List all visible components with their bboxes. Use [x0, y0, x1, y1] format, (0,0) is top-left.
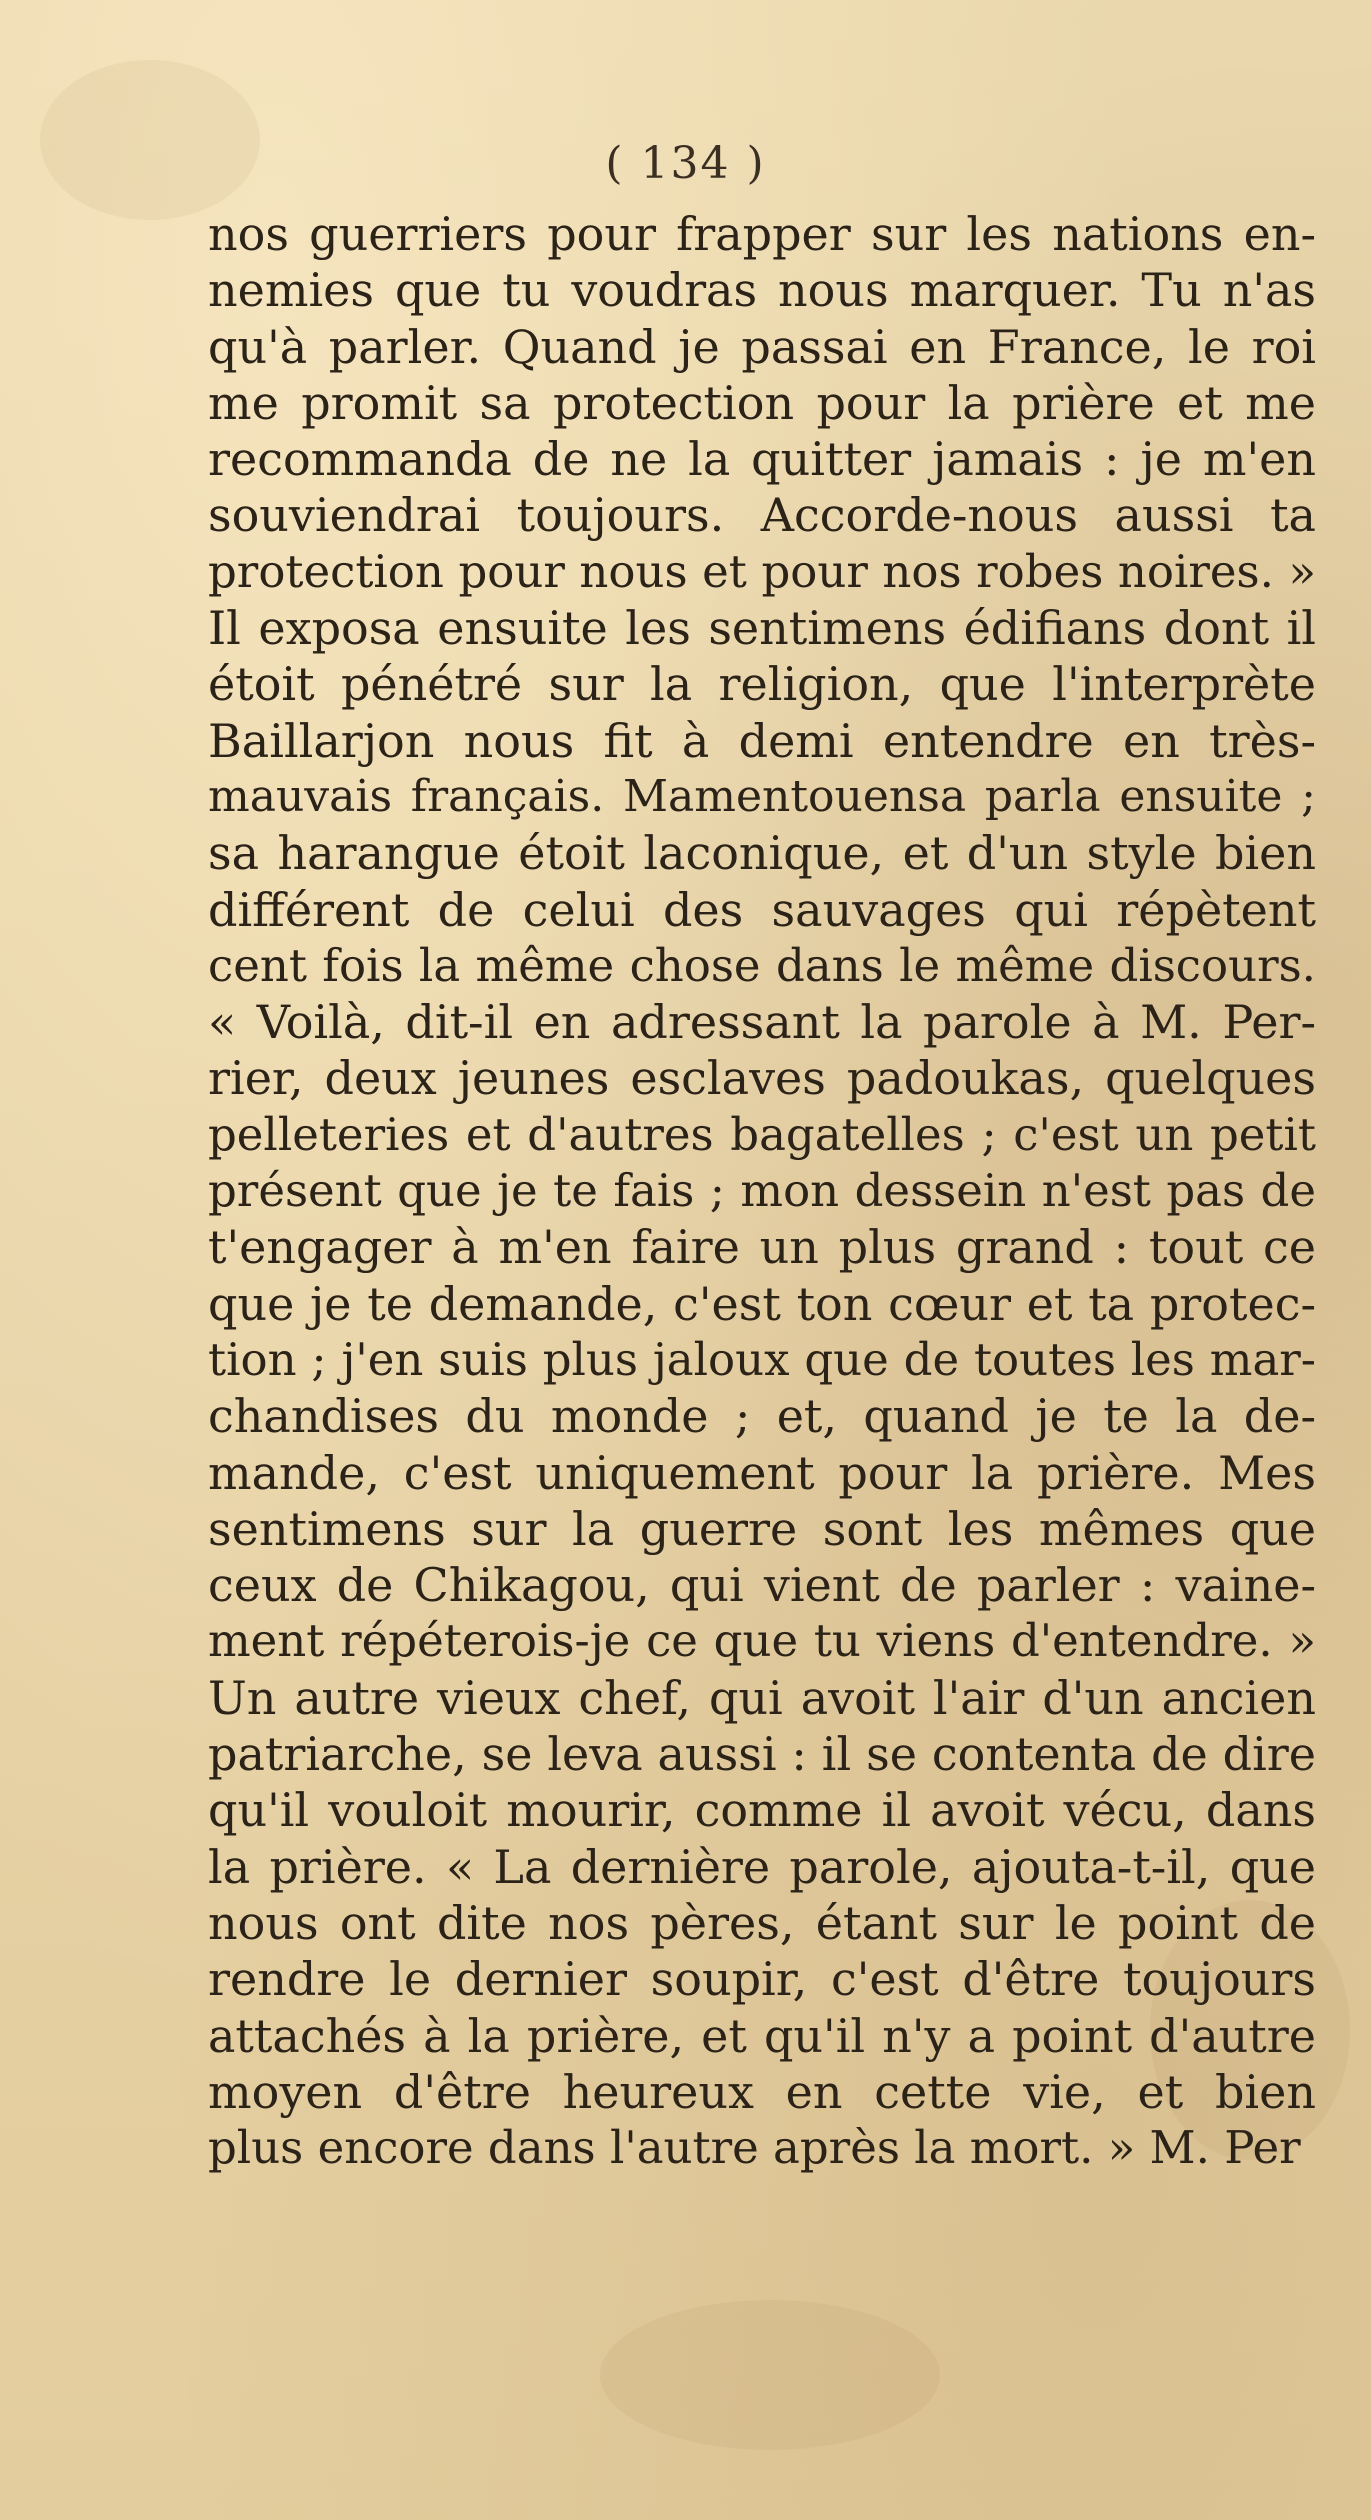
text-line: sa harangue étoit laconique, et d'un style bien	[208, 826, 1316, 881]
text-line: t'engager à m'en faire un plus grand : tout ce	[208, 1220, 1316, 1275]
body-text	[208, 206, 1316, 2176]
text-line: rendre le dernier soupir, c'est d'être toujours	[208, 1952, 1316, 2007]
text-line: me promit sa protection pour la prière et me	[208, 375, 1316, 430]
text-line: mauvais français. Mamentouensa parla ensuite ;	[208, 770, 1316, 822]
text-line: mande, c'est uniquement pour la prière. Mes	[208, 1445, 1316, 1500]
text-line: sentimens sur la guerre sont les mêmes que	[208, 1501, 1316, 1556]
text-line: recommanda de ne la quitter jamais : je m'en	[208, 432, 1316, 487]
text-line: protection pour nous et pour nos robes noires. »	[208, 544, 1316, 598]
text-line: rier, deux jeunes esclaves padoukas, quelques	[208, 1051, 1316, 1106]
paper-stain	[600, 2300, 940, 2450]
text-line: la prière. « La dernière parole, ajouta-t-il, que	[208, 1839, 1316, 1894]
text-line: nous ont dite nos pères, étant sur le point de	[208, 1895, 1316, 1950]
text-line: souviendrai toujours. Accorde-nous aussi ta	[208, 488, 1316, 543]
text-line: plus encore dans l'autre après la mort. » M. Per	[208, 2121, 1301, 2175]
text-line: étoit pénétré sur la religion, que l'interprète	[208, 657, 1316, 712]
text-line: ment répéterois-je ce que tu viens d'entendre. »	[208, 1614, 1316, 1668]
text-line: cent fois la même chose dans le même discours.	[208, 938, 1316, 992]
text-line: moyen d'être heureux en cette vie, et bien	[208, 2064, 1316, 2119]
page-number-header: ( 134 )	[605, 138, 766, 189]
text-line: nemies que tu voudras nous marquer. Tu n'as	[208, 263, 1316, 318]
text-line: qu'à parler. Quand je passai en France, le roi	[208, 319, 1316, 374]
text-line: Un autre vieux chef, qui avoit l'air d'un ancien	[208, 1670, 1316, 1725]
text-line: que je te demande, c'est ton cœur et ta protec-	[208, 1276, 1316, 1331]
text-line: présent que je te fais ; mon dessein n'est pas de	[208, 1164, 1316, 1218]
text-line: ceux de Chikagou, qui vient de parler : vaine-	[208, 1558, 1316, 1613]
text-line: différent de celui des sauvages qui répètent	[208, 882, 1316, 937]
text-line: Il exposa ensuite les sentimens édifians dont il	[208, 601, 1316, 656]
text-line: patriarche, se leva aussi : il se contenta de dire	[208, 1727, 1316, 1782]
text-line: chandises du monde ; et, quand je te la de-	[208, 1389, 1316, 1444]
text-line: pelleteries et d'autres bagatelles ; c'est un petit	[208, 1107, 1316, 1161]
text-line: tion ; j'en suis plus jaloux que de toutes les mar-	[208, 1332, 1316, 1386]
text-line: nos guerriers pour frapper sur les nations en-	[208, 207, 1316, 261]
text-line: Baillarjon nous fit à demi entendre en très-	[208, 713, 1316, 768]
text-line: « Voilà, dit-il en adressant la parole à M. Per-	[208, 995, 1316, 1050]
text-line: qu'il vouloit mourir, comme il avoit vécu, dans	[208, 1783, 1316, 1838]
text-line: attachés à la prière, et qu'il n'y a point d'autre	[208, 2008, 1316, 2063]
